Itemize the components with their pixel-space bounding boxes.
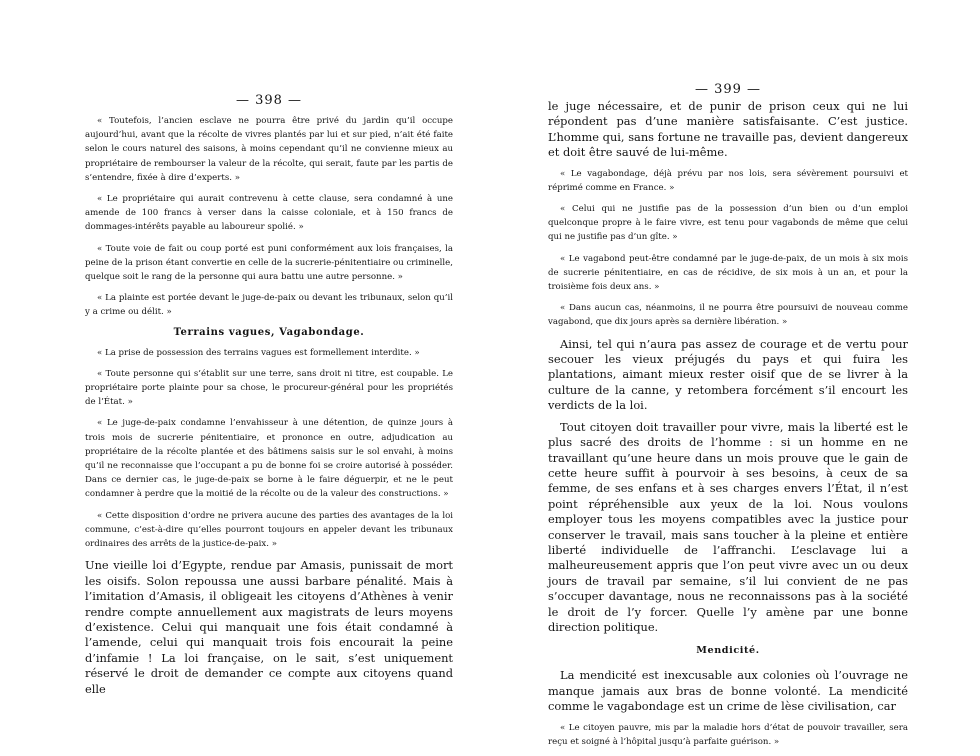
section-heading-mendicite: Mendicité. bbox=[696, 645, 760, 657]
continuation-paragraph: le juge nécessaire, et de punir de prison ceux qui ne lui répondent pas d’une manière satisfaisante. C’est justice. L’homme qui, sans fortune ne travaille pas, devient dangereux et doit être sauvé de lui-même. bbox=[548, 99, 908, 160]
body-paragraph: Ainsi, tel qui n’aura pas assez de courage et de vertu pour secouer les vieux préjugés du pays et qui fuira les plantations, aimant mieux rester oisif que de se livrer à la culture de la canne, y retombera forcément s’il encourt les verdicts de la loi. bbox=[548, 336, 908, 413]
left-page bbox=[85, 0, 453, 703]
decree-paragraph: « Le vagabondage, déjà prévu par nos lois, sera sévèrement poursuivi et réprimé comme en France. » bbox=[548, 168, 908, 193]
decree-paragraph: « Dans aucun cas, néanmoins, il ne pourra être poursuivi de nouveau comme vagabond, que dix jours après sa dernière libération. » bbox=[548, 303, 908, 328]
decree-paragraph: « Le propriétaire qui aurait contrevenu à cette clause, sera condamné à une amende de 100 francs à verser dans la caisse coloniale, et à 150 francs de dommages-intérêts payable au laboureur spolié. » bbox=[85, 194, 453, 233]
decree-paragraph: « Le vagabond peut-être condamné par le juge-de-paix, de un mois à six mois de sucrerie pénitentiaire, en cas de récidive, de six mois à un an, et pour la troisième fois deux ans. » bbox=[548, 253, 908, 293]
page-number-right: — 399 — bbox=[694, 82, 762, 97]
decree-paragraph: « Toutefois, l’ancien esclave ne pourra être privé du jardin qu’il occupe aujourd’hui, avant que la récolte de vivres plantés par lui et sur pied, n’ait été faite selon le cours naturel des saisons, à moins cependant qu’il ne convienne mieux au propriétaire de rembourser la valeur de la récolte, qui serait, faute par les partis de s’entendre, fixée à dire d’experts. » bbox=[85, 116, 453, 183]
page-number-left: — 398 — bbox=[235, 93, 303, 108]
section-heading-terrains: Terrains vagues, Vagabondage. bbox=[173, 326, 365, 338]
decree-paragraph: « Celui qui ne justifie pas de la possession d’un bien ou d’un emploi quelconque propre à le faire vivre, est tenu pour vagabonds de même que celui qui ne justifie pas d’un gîte. » bbox=[548, 204, 908, 243]
decree-paragraph: « La plainte est portée devant le juge-de-paix ou devant les tribunaux, selon qu’il y a crime ou délit. » bbox=[85, 293, 453, 318]
body-paragraph: Une vieille loi d’Egypte, rendue par Amasis, punissait de mort les oisifs. Solon repoussa une aussi barbare pénalité. Mais à l’imitation d’Amasis, il obligeait les citoyens d’Athènes à venir rendre compte annuellement aux magistrats de leurs moyens d’existence. Celui qui manquait une fois était condamné à l’amende, celui qui manquait trois fois encourait la peine d’infamie ! La loi française, on le sait, s’est uniquement réservé le droit de demander ce compte aux citoyens quand elle bbox=[85, 558, 453, 696]
decree-paragraph: « Cette disposition d’ordre ne privera aucune des parties des avantages de la loi commune, c’est-à-dire qu’elles pourront toujours en appeler devant les tribunaux ordinaires des arrêts de la justice-de-paix. » bbox=[85, 510, 453, 550]
decree-paragraph: « Toute personne qui s’établit sur une terre, sans droit ni titre, est coupable. Le propriétaire porte plainte pour sa chose, le procureur-général pour les propriétés de l’État. » bbox=[85, 368, 453, 408]
decree-paragraph: « Le juge-de-paix condamne l’envahisseur à une détention, de quinze jours à trois mois de sucrerie pénitentiaire, et prononce en outre, adjudication au propriétaire de la récolte plantée et des bâtimens saisis sur le sol envahi, à moins qu’il ne reconnaisse que l’occupant a pu de bonne foi se croire autorisé à posséder. Dans ce dernier cas, le juge-de-paix se borne à le faire déguerpir, et ne le peut condamner à perdre que la moitié de la récolte ou de la valeur des constructions. » bbox=[85, 418, 453, 500]
decree-paragraph: « La prise de possession des terrains vagues est formellement interdite. » bbox=[97, 347, 420, 358]
decree-paragraph: « Le citoyen pauvre, mis par la maladie hors d’état de pouvoir travailler, sera reçu et soigné à l’hôpital jusqu’à parfaite guérison. » bbox=[548, 722, 908, 747]
body-paragraph: Tout citoyen doit travailler pour vivre, mais la liberté est le plus sacré des droits de l’homme : si un homme en ne travaillant qu’une heure dans un mois prouve que le gain de cette heure suffit à pourvoir à ses besoins, à ceux de sa femme, de ses enfans et à ses charges envers l’État, il n’est point répréhensible aux yeux de la loi. Nous voulons employer tous les moyens compatibles avec la justice pour conserver le travail, mais sans toucher à la pleine et entière liberté individuelle de l’affranchi. L’esclavage lui a malheureusement appris que l’on peut vivre avec un ou deux jours de travail par semaine, s’il lui convient de ne pas s’occuper davantage, nous ne reconnaissons pas à la société le droit de l’y forcer. Quelle l’y amène par une bonne direction politique. bbox=[548, 419, 908, 634]
body-paragraph: La mendicité est inexcusable aux colonies où l’ouvrage ne manque jamais aux bras de bonne volonté. La mendicité comme le vagabondage est un crime de lèse civilisation, car bbox=[548, 668, 908, 714]
right-page bbox=[548, 0, 908, 756]
decree-paragraph: « Toute voie de fait ou coup porté est puni conformément aux lois françaises, la peine de la prison étant convertie en celle de la sucrerie-pénitentiaire ou criminelle, quelque soit le rang de la personne qui aura battu une autre personne. » bbox=[85, 243, 453, 283]
